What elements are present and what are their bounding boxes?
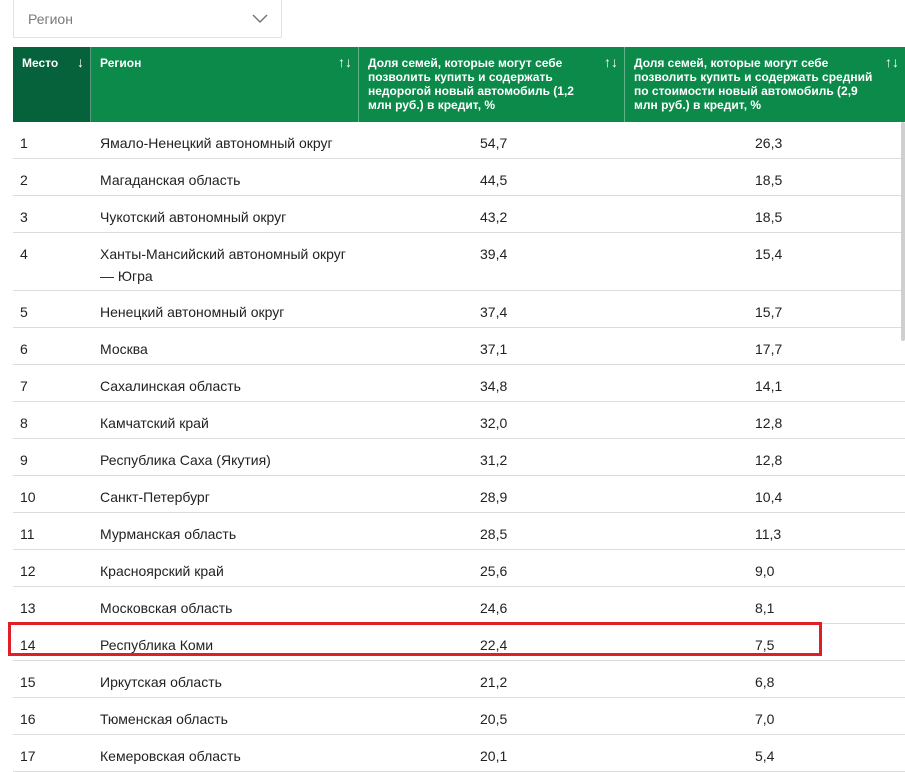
table-row (13, 513, 905, 550)
column-header-rank[interactable] (13, 47, 91, 122)
region-cell: Московская область (100, 600, 233, 616)
mid-car-share-cell: 8,1 (755, 600, 775, 616)
sort-desc-icon: ↓ (77, 54, 84, 70)
rank-cell: 10 (20, 489, 36, 505)
mid-car-share-cell: 5,4 (755, 748, 775, 764)
column-header-region[interactable] (91, 47, 359, 122)
column-header-label: Регион (100, 56, 142, 70)
region-cell: Магаданская область (100, 172, 241, 188)
mid-car-share-cell: 12,8 (755, 415, 783, 431)
mid-car-share-cell: 12,8 (755, 452, 783, 468)
region-cell: Ненецкий автономный округ (100, 304, 285, 320)
column-header-mid-car-share[interactable] (625, 47, 905, 122)
mid-car-share-cell: 18,5 (755, 172, 783, 188)
rank-cell: 1 (20, 135, 28, 151)
region-cell: Санкт-Петербург (100, 489, 210, 505)
cheap-car-share-cell: 32,0 (480, 415, 508, 431)
table-row (13, 661, 905, 698)
region-cell: Республика Саха (Якутия) (100, 452, 271, 468)
mid-car-share-cell: 15,4 (755, 246, 783, 262)
ranking-table (13, 47, 905, 772)
region-cell: Республика Коми (100, 637, 214, 653)
mid-car-share-cell: 6,8 (755, 674, 775, 690)
mid-car-share-cell: 7,0 (755, 711, 775, 727)
table-row (13, 402, 905, 439)
rank-cell: 2 (20, 172, 28, 188)
mid-car-share-cell: 15,7 (755, 304, 783, 320)
region-cell: Красноярский край (100, 563, 224, 579)
table-row (13, 476, 905, 513)
table-row (13, 291, 905, 328)
region-cell: Иркутская область (100, 674, 222, 690)
region-cell: Москва (100, 341, 148, 357)
rank-cell: 6 (20, 341, 28, 357)
cheap-car-share-cell: 21,2 (480, 674, 508, 690)
rank-cell: 9 (20, 452, 28, 468)
rank-cell: 5 (20, 304, 28, 320)
column-header-label: Доля семей, которые могут себе позволить купить и содержать недорогой новый автомобиль (1,2 млн руб.) в кредит, % (368, 56, 574, 112)
cheap-car-share-cell: 31,2 (480, 452, 508, 468)
cheap-car-share-cell: 24,6 (480, 600, 508, 616)
table-row (13, 365, 905, 402)
table-body (13, 122, 905, 772)
region-cell: Тюменская область (100, 711, 228, 727)
sort-toggle-icon: ↑↓ (885, 54, 899, 70)
region-cell: Ямало-Ненецкий автономный округ (100, 135, 333, 151)
region-cell: Кемеровская область (100, 748, 241, 764)
rank-cell: 8 (20, 415, 28, 431)
cheap-car-share-cell: 22,4 (480, 637, 508, 653)
table-row (13, 159, 905, 196)
table-row (13, 439, 905, 476)
region-cell: Мурманская область (100, 526, 237, 542)
table-header (13, 47, 905, 122)
rank-cell: 12 (20, 563, 36, 579)
cheap-car-share-cell: 37,4 (480, 304, 508, 320)
cheap-car-share-cell: 20,5 (480, 711, 508, 727)
mid-car-share-cell: 17,7 (755, 341, 783, 357)
cheap-car-share-cell: 34,8 (480, 378, 508, 394)
cheap-car-share-cell: 28,9 (480, 489, 508, 505)
table-row (13, 122, 905, 159)
rank-cell: 15 (20, 674, 36, 690)
cheap-car-share-cell: 25,6 (480, 563, 508, 579)
mid-car-share-cell: 7,5 (755, 637, 775, 653)
mid-car-share-cell: 10,4 (755, 489, 783, 505)
cheap-car-share-cell: 54,7 (480, 135, 508, 151)
rank-cell: 3 (20, 209, 28, 225)
cheap-car-share-cell: 39,4 (480, 246, 508, 262)
rank-cell: 11 (20, 526, 35, 542)
mid-car-share-cell: 9,0 (755, 563, 775, 579)
mid-car-share-cell: 14,1 (755, 378, 783, 394)
table-row (13, 196, 905, 233)
region-filter-select[interactable] (13, 0, 282, 38)
rank-cell: 14 (20, 637, 36, 653)
mid-car-share-cell: 18,5 (755, 209, 783, 225)
column-header-cheap-car-share[interactable] (359, 47, 625, 122)
table-row (13, 550, 905, 587)
region-cell: Сахалинская область (100, 378, 241, 394)
rank-cell: 13 (20, 600, 36, 616)
cheap-car-share-cell: 28,5 (480, 526, 508, 542)
chevron-down-icon (252, 14, 268, 24)
rank-cell: 17 (20, 748, 36, 764)
mid-car-share-cell: 11,3 (755, 526, 782, 542)
cheap-car-share-cell: 37,1 (480, 341, 508, 357)
table-row (13, 328, 905, 365)
table-row (13, 624, 905, 661)
rank-cell: 16 (20, 711, 36, 727)
rank-cell: 4 (20, 246, 28, 262)
table-row (13, 233, 905, 291)
region-filter-placeholder: Регион (28, 10, 73, 27)
rank-cell: 7 (20, 378, 28, 394)
cheap-car-share-cell: 20,1 (480, 748, 508, 764)
scrollbar[interactable] (901, 122, 905, 341)
table-row (13, 587, 905, 624)
table-row (13, 735, 905, 772)
region-cell: Камчатский край (100, 415, 209, 431)
sort-toggle-icon: ↑↓ (604, 54, 618, 70)
cheap-car-share-cell: 44,5 (480, 172, 508, 188)
table-row (13, 698, 905, 735)
column-header-label: Место (22, 56, 59, 70)
column-header-label: Доля семей, которые могут себе позволить купить и содержать средний по стоимости новый автомобиль (2,9 млн руб.) в кредит, % (634, 56, 873, 112)
region-cell: Ханты-Мансийский автономный округ — Югра (100, 246, 346, 284)
cheap-car-share-cell: 43,2 (480, 209, 508, 225)
region-cell: Чукотский автономный округ (100, 209, 287, 225)
sort-toggle-icon: ↑↓ (338, 54, 352, 70)
mid-car-share-cell: 26,3 (755, 135, 783, 151)
